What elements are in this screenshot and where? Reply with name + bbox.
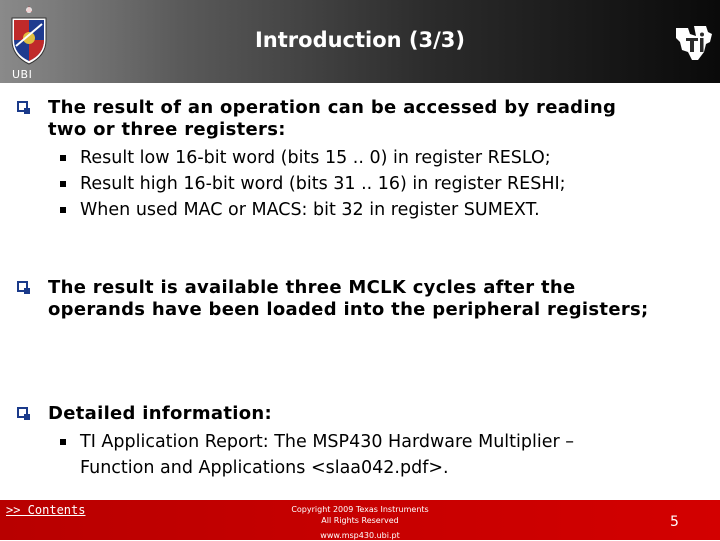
square-bullet-icon: [60, 439, 66, 445]
bullet-detailed-info: [48, 403, 272, 425]
bullet-mclk-cycles: [48, 277, 649, 321]
subitem-reslo: [80, 145, 551, 171]
bullet-text-line: two or three registers:: [48, 119, 286, 140]
subitem-reshi: [80, 171, 566, 197]
contents-link[interactable]: >> Contents: [6, 503, 86, 517]
slide-title: Introduction (3/3): [254, 28, 466, 52]
square-bullet-icon: [60, 181, 66, 187]
bullet-text-line: The result of an operation can be accessed by reading: [48, 97, 617, 118]
subitem-text: Result low 16-bit word (bits 15 .. 0) in register RESLO;: [80, 148, 551, 168]
bullet-text-line: Detailed information:: [48, 403, 273, 424]
bullet-box-icon: [17, 281, 28, 292]
square-bullet-icon: [60, 155, 66, 161]
subitem-app-report: [80, 429, 574, 481]
bullet-text-line: The result is available three MCLK cycles after the: [48, 277, 576, 298]
subitem-text: When used MAC or MACS: bit 32 in register SUMEXT.: [80, 200, 540, 220]
ubi-logo-text: UBI: [12, 68, 33, 81]
bullet-box-icon: [17, 407, 28, 418]
copyright-line: Copyright 2009 Texas Instruments: [291, 505, 429, 514]
subitem-text: Result high 16-bit word (bits 31 .. 16) in register RESHI;: [80, 174, 566, 194]
subitem-sumext: [80, 197, 540, 223]
rights-line: All Rights Reserved: [321, 516, 399, 525]
subitem-text: Function and Applications <slaa042.pdf>.: [80, 458, 449, 478]
subitem-text: TI Application Report: The MSP430 Hardware Multiplier –: [80, 432, 574, 452]
website-text: www.msp430.ubi.pt: [320, 531, 400, 540]
bullet-result-access: [48, 97, 616, 141]
bullet-box-icon: [17, 101, 28, 112]
bullet-text-line: operands have been loaded into the peripheral registers;: [48, 299, 649, 320]
texas-instruments-logo-icon: [672, 22, 720, 66]
page-number: 5: [670, 514, 679, 530]
square-bullet-icon: [60, 207, 66, 213]
